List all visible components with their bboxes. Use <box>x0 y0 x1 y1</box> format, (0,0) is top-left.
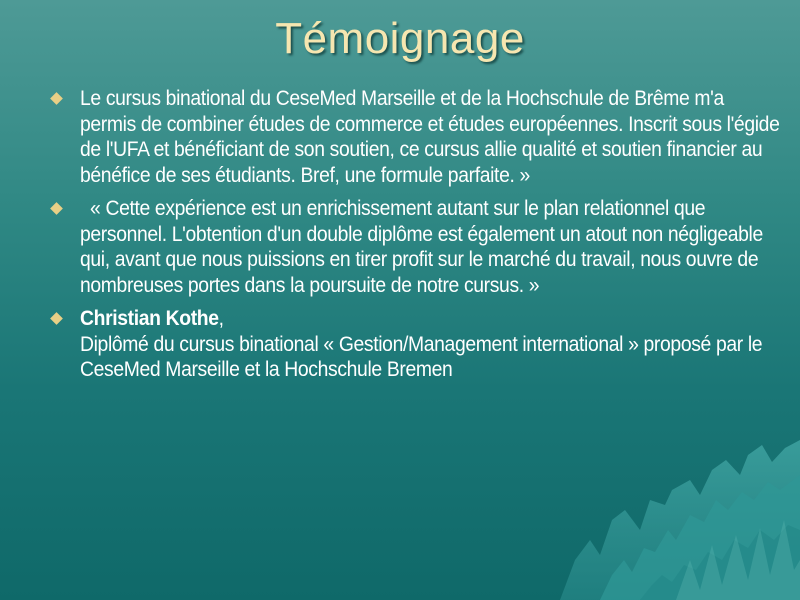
author-credentials: Diplômé du cursus binational « Gestion/Management international » proposé par le CeseMed Marseille et la Hochschule Bremen <box>80 331 763 381</box>
bullet-item <box>48 86 780 188</box>
author-name-suffix: , <box>218 306 224 330</box>
testimonial-paragraph: « Cette expérience est un enrichissement autant sur le plan relationnel que personnel. L'obtention d'un double diplôme est également un atout non négligeable qui, avant que nous puissions en tirer profit sur le marché du travail, nous ouvre de nombreuses portes dans la poursuite de notre cursus. » <box>80 196 768 297</box>
testimonial-paragraph: Le cursus binational du CeseMed Marseille et de la Hochschule de Brême m'a permis de combiner études de commerce et études européennes. Inscrit sous l'égide de l'UFA et bénéficiant de son soutien, ce cursus allie qualité et soutien financier au bénéfice de ses étudiants. Bref, une formule parfaite. » <box>80 86 780 187</box>
bullet-item <box>48 196 768 298</box>
slide-title: Témoignage <box>275 14 525 63</box>
author-name: Christian Kothe <box>80 306 219 330</box>
diamond-bullet-icon <box>50 312 63 325</box>
testimonial-list <box>48 86 780 391</box>
diamond-bullet-icon <box>50 92 63 105</box>
diamond-bullet-icon <box>50 202 63 215</box>
author-block <box>80 306 782 383</box>
bullet-item <box>48 306 768 383</box>
